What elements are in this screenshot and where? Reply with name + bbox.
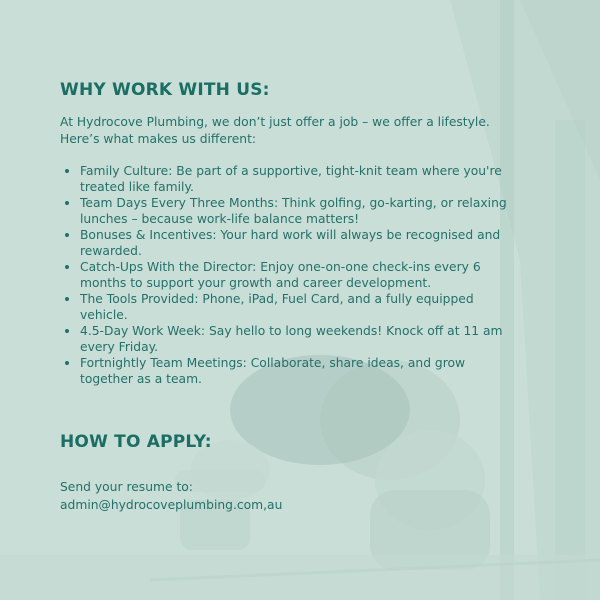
contact-email[interactable]: admin@hydrocoveplumbing.com,au — [60, 498, 283, 512]
benefit-text: rewarded. — [80, 244, 142, 258]
list-item — [80, 163, 560, 195]
apply-instructions — [60, 478, 282, 514]
benefit-text: 4.5-Day Work Week: Say hello to long weekends! Knock off at 11 am — [80, 324, 503, 338]
intro-line: Here’s what makes us different: — [60, 132, 257, 146]
benefit-text: Team Days Every Three Months: Think golfing, go-karting, or relaxing — [80, 196, 507, 210]
benefit-text: Fortnightly Team Meetings: Collaborate, share ideas, and grow — [80, 356, 466, 370]
list-item — [80, 355, 560, 387]
benefit-text: vehicle. — [80, 308, 128, 322]
list-item — [80, 259, 560, 291]
benefit-text: together as a team. — [80, 372, 202, 386]
benefits-list — [60, 163, 560, 387]
list-item — [80, 195, 560, 227]
list-item — [80, 227, 560, 259]
why-work-heading: WHY WORK WITH US: — [60, 80, 270, 100]
benefit-text: lunches – because work-life balance matters! — [80, 212, 360, 226]
list-item — [80, 323, 560, 355]
benefit-text: treated like family. — [80, 180, 194, 194]
apply-line: Send your resume to: — [60, 480, 193, 494]
intro-paragraph — [60, 114, 540, 148]
benefit-text: Catch-Ups With the Director: Enjoy one-on-one check-ins every 6 — [80, 260, 481, 274]
intro-line: At Hydrocove Plumbing, we don’t just offer a job – we offer a lifestyle. — [60, 115, 490, 129]
benefit-text: The Tools Provided: Phone, iPad, Fuel Card, and a fully equipped — [80, 292, 474, 306]
benefit-text: Bonuses & Incentives: Your hard work will always be recognised and — [80, 228, 501, 242]
list-item — [80, 291, 560, 323]
benefit-text: every Friday. — [80, 340, 159, 354]
how-to-apply-heading: HOW TO APPLY: — [60, 432, 212, 452]
benefit-text: months to support your growth and career development. — [80, 276, 432, 290]
benefit-text: Family Culture: Be part of a supportive, tight-knit team where you're — [80, 164, 502, 178]
